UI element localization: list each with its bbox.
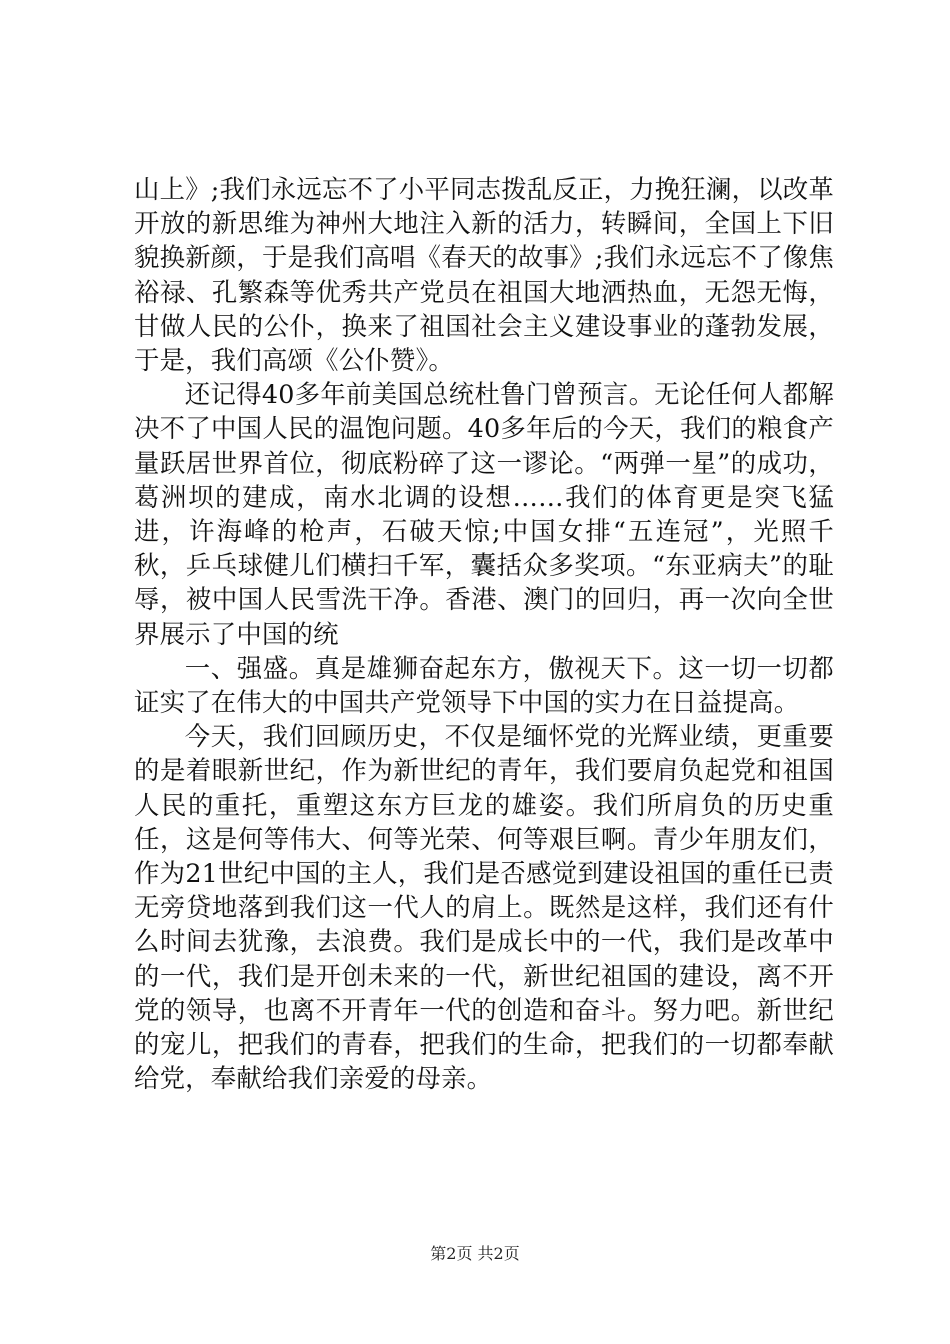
document-body — [134, 172, 834, 1095]
paragraph-4: 今天，我们回顾历史，不仅是缅怀党的光辉业绩，更重要的是着眼新世纪，作为新世纪的青年，我们要肩负起党和祖国人民的重托，重塑这东方巨龙的雄姿。我们所肩负的历史重任，这是何等伟大、何等光荣、何等艰巨啊。青少年朋友们，作为21世纪中国的主人，我们是否感觉到建设祖国的重任已责无旁贷地落到我们这一代人的肩上。既然是这样，我们还有什么时间去犹豫，去浪费。我们是成长中的一代，我们是改革中的一代，我们是开创未来的一代，新世纪祖国的建设，离不开党的领导，也离不开青年一代的创造和奋斗。努力吧。新世纪的宠儿，把我们的青春，把我们的生命，把我们的一切都奉献给党，奉献给我们亲爱的母亲。 — [134, 721, 834, 1094]
paragraph-2: 还记得40多年前美国总统杜鲁门曾预言。无论任何人都解决不了中国人民的温饱问题。40多年后的今天，我们的粮食产量跃居世界首位，彻底粉碎了这一谬论。“两弹一星”的成功，葛洲坝的建成，南水北调的设想……我们的体育更是突飞猛进，许海峰的枪声，石破天惊;中国女排“五连冠”，光照千秋，乒乓球健儿们横扫千军，囊括众多奖项。“东亚病夫”的耻辱，被中国人民雪洗干净。香港、澳门的回归，再一次向全世界展示了中国的统 — [134, 379, 834, 649]
paragraph-3: 一、强盛。真是雄狮奋起东方，傲视天下。这一切一切都证实了在伟大的中国共产党领导下中国的实力在日益提高。 — [134, 652, 834, 718]
page-number-label: 第2页 共2页 — [430, 1244, 520, 1263]
paragraph-1: 山上》;我们永远忘不了小平同志拨乱反正，力挽狂澜，以改革开放的新思维为神州大地注入新的活力，转瞬间，全国上下旧貌换新颜，于是我们高唱《春天的故事》;我们永远忘不了像焦裕禄、孔繁森等优秀共产党员在祖国大地洒热血，无怨无悔，甘做人民的公仆，换来了祖国社会主义建设事业的蓬勃发展，于是，我们高颂《公仆赞》。 — [134, 174, 834, 376]
page-footer — [0, 1244, 950, 1264]
